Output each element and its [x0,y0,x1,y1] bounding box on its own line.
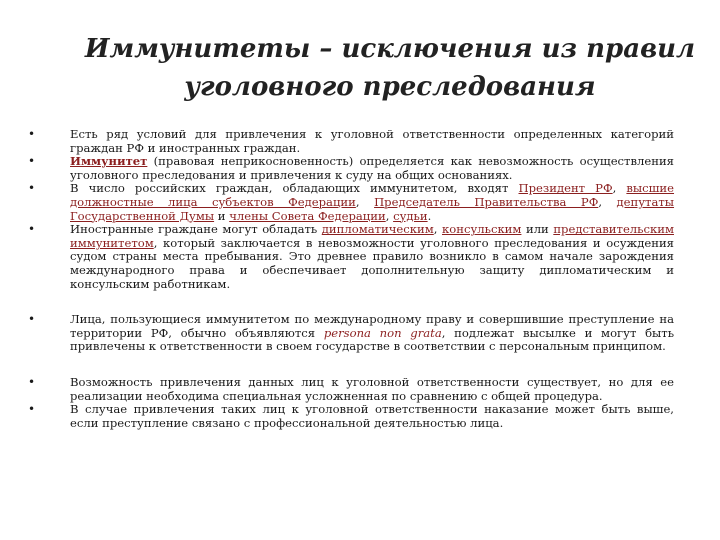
bullet-icon: • [28,181,36,196]
bullet-icon: • [28,127,36,141]
item-text: (правовая неприкосновенность) определяется как невозможность осуществления уголовного преследования и привлечения к суду на общих основаниях. [70,154,674,182]
item-text: . [427,208,432,223]
item-text: , [612,181,627,196]
item-text: В число российских граждан, обладающих иммунитетом, входят [70,181,519,196]
item-text: , [355,194,375,209]
list-item [22,313,674,354]
item-text: Иностранные граждане могут обладать [70,222,322,237]
federation-council-link[interactable]: члены Совета Федерации [229,208,386,223]
list-item [22,223,674,291]
item-text: и [214,208,230,223]
representative-immunity-link[interactable]: представительским иммунитетом [70,222,674,250]
item-text: , подлежат высылке и могут быть привлечены к ответственности в своем государстве в соответствии с персональным принципом. [70,325,675,354]
item-text: Есть ряд условий для привлечения к уголовной ответственности определенных категорий граждан РФ и иностранных граждан. [70,127,674,155]
item-text: В случае привлечения таких лиц к уголовной ответственности наказание может быть выше, если преступление связано с профессиональной деятельностью лица. [70,402,674,430]
duma-deputies-link[interactable]: депутаты Государственной Думы [70,194,675,223]
list-item [22,182,674,223]
bullet-list [22,128,674,430]
title-line-2: уголовного преследования [184,72,596,102]
prime-minister-link[interactable]: Председатель Правительства РФ [374,194,599,209]
bullet-icon: • [28,154,36,169]
list-item [22,128,674,155]
list-item [22,403,674,430]
consular-link[interactable]: консульским [442,222,522,237]
item-text: , [385,208,394,223]
bullet-icon: • [28,312,36,327]
bullet-icon: • [28,374,36,389]
item-text: или [521,222,554,237]
item-text: , который заключается в невозможности уголовного преследования и осуждения судом страны места пребывания. Это древнее правило возникло в самом начале зарождения международного права и обеспечивает дополнительную защиту дипломатическим и консульским работникам. [70,235,674,291]
page-title [60,30,720,106]
regional-officials-link[interactable]: высшие должностные лица субъектов Федерации [70,181,675,209]
item-text: , [598,194,617,209]
list-item [22,376,674,403]
item-text: Лица, пользующиеся иммунитетом по международному праву и совершившие преступление на территории РФ, обычно объявляются [70,312,674,340]
persona-non-grata-term: persona non grata [323,325,442,340]
immunity-term-link[interactable]: Иммунитет [70,154,148,169]
diplomatic-link[interactable]: дипломатическим [321,222,434,237]
president-link[interactable]: Президент РФ [518,181,613,196]
title-line-1: Иммунитеты – исключения из правил [84,34,696,64]
bullet-icon: • [28,222,36,237]
judges-link[interactable]: судьи [393,208,428,223]
item-text: , [433,222,442,237]
item-text: Возможность привлечения данных лиц к уголовной ответственности существует, но для ее реализации необходима специальная усложненная по сравнению с общей процедура. [70,374,674,403]
list-item [22,155,674,182]
bullet-icon: • [28,402,36,417]
